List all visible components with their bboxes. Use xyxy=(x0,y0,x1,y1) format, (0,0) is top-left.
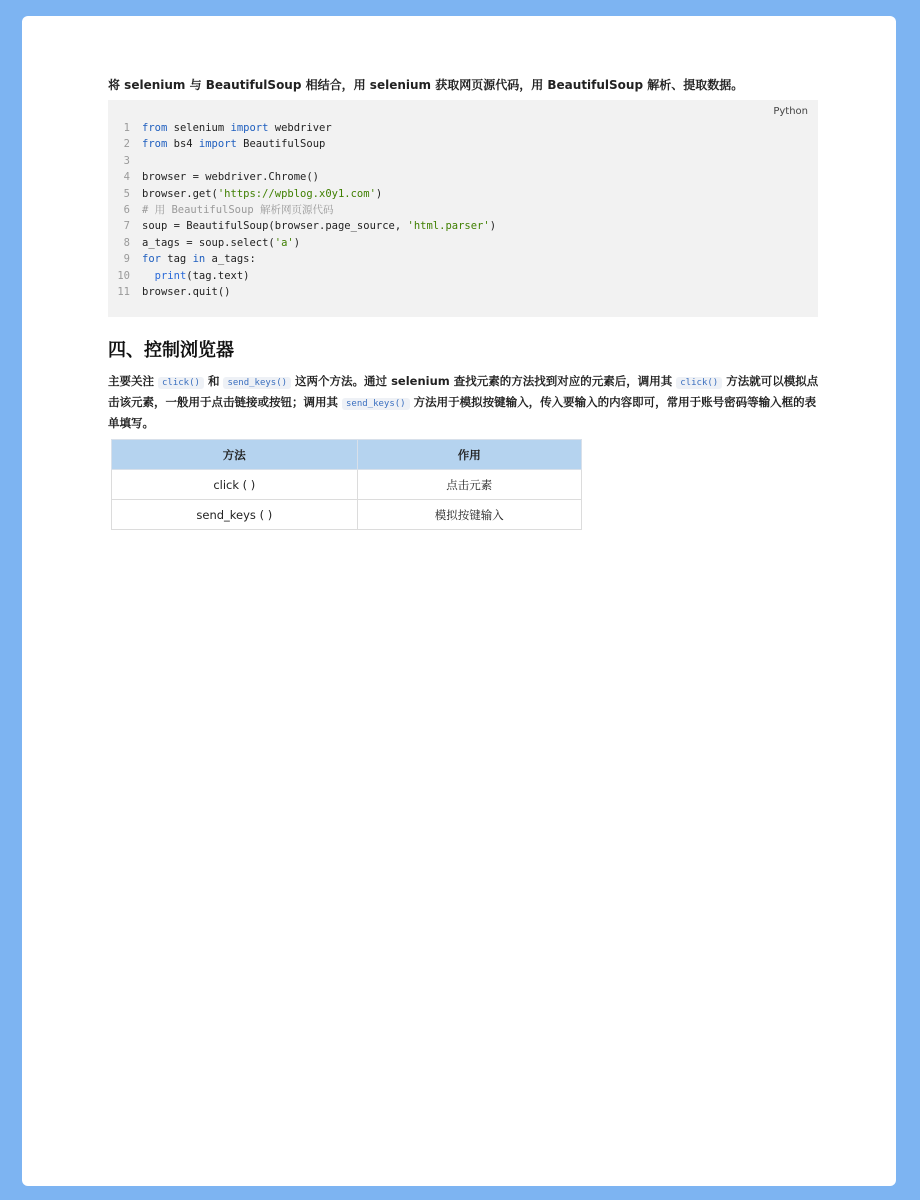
document-page xyxy=(22,16,896,1186)
code-token: bs4 xyxy=(167,138,199,151)
code-token: in xyxy=(192,253,206,266)
table-cell: send_keys ( ) xyxy=(112,500,358,530)
code-line xyxy=(108,218,496,234)
code-token: browser.quit() xyxy=(142,285,231,298)
line-number: 9 xyxy=(123,253,130,266)
code-language-label: Python xyxy=(773,106,808,117)
code-token: selenium xyxy=(167,122,231,134)
code-token: a_tags: xyxy=(205,253,256,266)
para-text: 查找元素的方法找到对应的元素后，调用其 xyxy=(449,374,673,388)
inline-code: send_keys() xyxy=(342,398,410,410)
code-lines xyxy=(108,120,496,300)
code-text xyxy=(142,136,325,152)
code-line xyxy=(108,136,496,152)
code-line xyxy=(108,120,496,136)
section-paragraph xyxy=(108,372,820,433)
inline-code: click() xyxy=(158,377,204,389)
code-token: # 用 BeautifulSoup 解析网页源代码 xyxy=(142,203,334,216)
code-text xyxy=(142,251,256,267)
inline-code: click() xyxy=(676,377,722,389)
line-number: 7 xyxy=(123,220,130,233)
code-token: a_tags = soup.select( xyxy=(142,236,275,249)
code-token: 'a' xyxy=(274,236,294,249)
code-line xyxy=(108,186,496,202)
line-number: 3 xyxy=(123,154,130,167)
code-token: BeautifulSoup xyxy=(236,138,326,151)
code-text xyxy=(142,268,249,284)
line-number: 6 xyxy=(123,203,130,216)
para-text: 主要关注 xyxy=(108,374,154,388)
line-number: 5 xyxy=(123,187,130,200)
line-number: 10 xyxy=(117,269,130,282)
code-line xyxy=(108,284,496,300)
section-heading: 四、控制浏览器 xyxy=(108,340,234,361)
code-token: tag xyxy=(160,253,193,266)
table-header-cell: 作用 xyxy=(357,440,581,470)
code-token: import xyxy=(198,138,237,151)
methods-table xyxy=(111,439,582,530)
line-number: 1 xyxy=(123,122,130,134)
code-line xyxy=(108,268,496,284)
code-text xyxy=(142,235,300,251)
code-token: ) xyxy=(375,187,383,200)
code-token: soup = BeautifulSoup(browser.page_source, xyxy=(142,220,408,233)
table-row xyxy=(112,470,582,500)
code-token: import xyxy=(230,122,269,134)
code-line xyxy=(108,251,496,267)
para-text: 和 xyxy=(207,374,220,388)
code-line xyxy=(108,153,496,169)
table-cell: click ( ) xyxy=(112,470,358,500)
code-text xyxy=(142,284,231,300)
table-row xyxy=(112,500,582,530)
code-text xyxy=(142,186,382,202)
table-header-row xyxy=(112,440,582,470)
table-header-cell: 方法 xyxy=(112,440,358,470)
code-token xyxy=(142,270,155,282)
para-text: 方法用于模拟按键输入，传入要输入的内容即可，常用于账号密码等输入框的表单填写。 xyxy=(108,395,817,430)
table-cell: 点击元素 xyxy=(357,470,581,500)
inline-code: send_keys() xyxy=(223,377,291,389)
code-text xyxy=(142,202,333,218)
code-token: 'html.parser' xyxy=(407,220,490,233)
code-token: for xyxy=(142,253,161,266)
code-token: ) xyxy=(489,220,497,233)
code-token: browser.get( xyxy=(142,187,218,200)
code-token: (tag.text) xyxy=(186,269,250,282)
code-block xyxy=(108,100,818,317)
code-token: browser = webdriver.Chrome() xyxy=(142,171,320,184)
line-number: 11 xyxy=(117,285,130,298)
code-token: ) xyxy=(293,236,301,249)
code-text xyxy=(142,120,332,136)
code-token: webdriver xyxy=(268,122,332,134)
code-text xyxy=(142,169,319,185)
para-text: 方法就可以模拟点击该元素，一般用于点击链接或按钮；调用其 xyxy=(108,374,819,409)
line-number: 4 xyxy=(123,171,130,184)
code-line xyxy=(108,235,496,251)
para-bold-text: selenium xyxy=(391,374,450,388)
code-line xyxy=(108,169,496,185)
code-token: print xyxy=(154,269,187,282)
table-cell: 模拟按键输入 xyxy=(357,500,581,530)
line-number: 8 xyxy=(123,236,130,249)
line-number: 2 xyxy=(123,138,130,151)
code-token: 'https://wpblog.x0y1.com' xyxy=(217,187,376,200)
intro-text: 将 selenium 与 BeautifulSoup 相结合，用 selenium 获取网页源代码，用 BeautifulSoup 解析、提取数据。 xyxy=(108,78,744,92)
code-text xyxy=(142,218,496,234)
para-text: 这两个方法。通过 xyxy=(295,374,392,388)
code-token: from xyxy=(142,122,168,134)
code-token: from xyxy=(142,138,168,151)
code-line xyxy=(108,202,496,218)
